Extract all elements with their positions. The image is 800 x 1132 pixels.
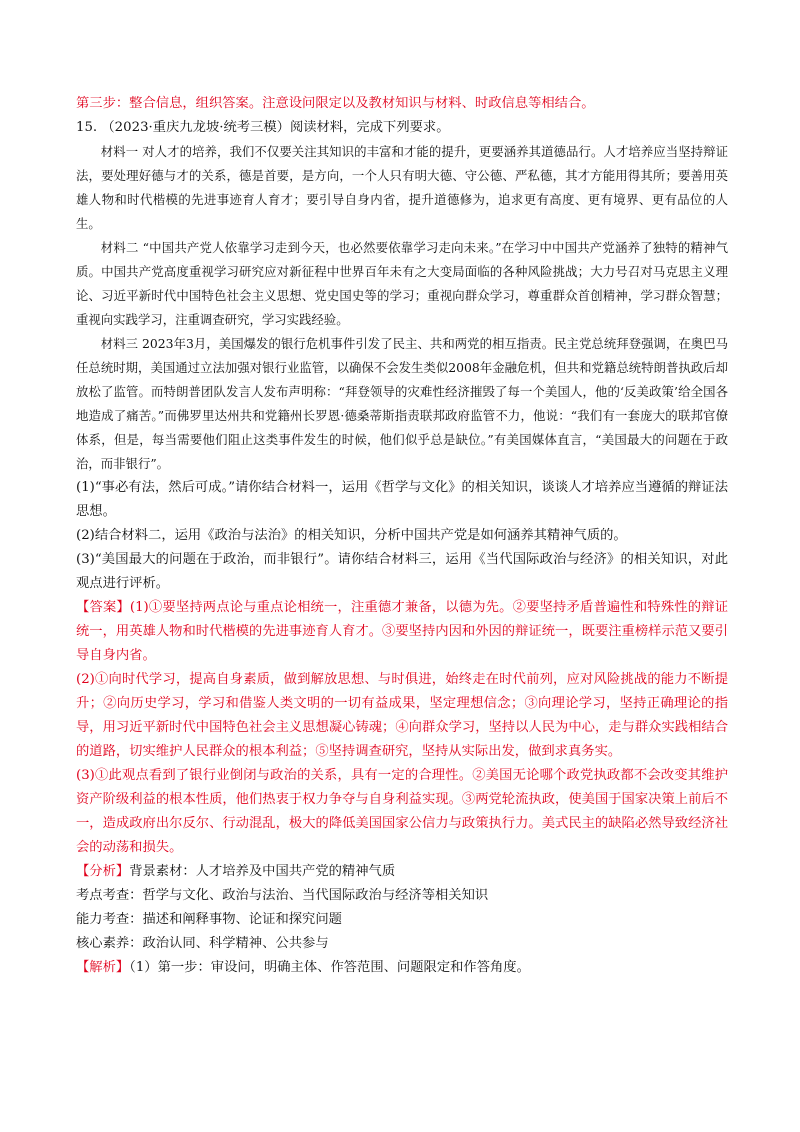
ability-label: 能力考查：: [76, 912, 143, 927]
analysis-label: 【分析】: [76, 864, 130, 879]
points-line: [76, 884, 728, 908]
ability-line: [76, 908, 728, 932]
explain-text: （1）第一步：审设问，明确主体、作答范围、问题限定和作答角度。: [129, 960, 530, 975]
question-1: (1)“事必有法，然后可成。”请你结合材料一，运用《哲学与文化》的相关知识，谈谈人才培养应当遵循的辩证法思想。: [76, 480, 728, 519]
answer-2: (2)①向时代学习，提高自身素质，做到解放思想、与时俱进，始终走在时代前列，应对风险挑战的能力不断提升；②向历史学习，学习和借鉴人类文明的一切有益成果，坚定理想信念；③向理论学习，坚持正确理论的指导，用习近平新时代中国特色社会主义思想凝心铸魂；④向群众学习，坚持以人民为中心，走与群众实践相结合的道路，切实维护人民群众的根本利益；⑤坚持调查研究，坚持从实际出发，做到求真务实。: [76, 672, 728, 759]
question-source: （2023·重庆九龙坡·统考三模）阅读材料，完成下列要求。: [101, 120, 450, 135]
literacy-label: 核心素养：: [76, 936, 143, 951]
analysis-line: [76, 860, 728, 884]
question-2: (2)结合材料二，运用《政治与法治》的相关知识，分析中国共产党是如何涵养其精神气质的。: [76, 528, 627, 543]
question-number: 15.: [76, 120, 98, 135]
material-2: 材料二 “中国共产党人依靠学习走到今天，也必然要依靠学习走向未来。”在学习中中国共产党涵养了独特的精神气质。中国共产党高度重视学习研究应对新征程中世界百年未有之大变局面临的各种风险挑战；大力号召对马克思主义理论、习近平新时代中国特色社会主义思想、党史国史等的学习；重视向群众学习，尊重群众首创精神，学习群众智慧；重视向实践学习，注重调查研究，学习实践经验。: [76, 240, 728, 327]
answer-1-text: (1)①要坚持两点论与重点论相统一，注重德才兼备，以德为先。②要坚持矛盾普遍性和特殊性的辩证统一，用英雄人物和时代楷模的先进事迹育人育才。③要坚持内因和外因的辩证统一，既要注重榜样示范又要引导自身内省。: [76, 600, 728, 663]
document-content: [76, 92, 728, 980]
answer-1: [76, 596, 728, 668]
points-text: 哲学与文化、政治与法治、当代国际政治与经济等相关知识: [142, 888, 489, 903]
analysis-material: 背景素材：人才培养及中国共产党的精神气质: [129, 864, 396, 879]
answer-label: 【答案】: [76, 600, 130, 615]
answer-3: (3)①此观点看到了银行业倒闭与政治的关系，具有一定的合理性。②美国无论哪个政党执政都不会改变其维护资产阶级利益的根本性质，他们热衷于权力争夺与自身利益实现。③两党轮流执政，使美国于国家决策上前后不一，造成政府出尔反尔、行动混乱，极大的降低美国国家公信力与政策执行力。美式民主的缺陷必然导致经济社会的动荡和损失。: [76, 768, 728, 855]
question-header: [76, 116, 728, 140]
literacy-text: 政治认同、科学精神、公共参与: [142, 936, 329, 951]
literacy-line: [76, 932, 728, 956]
explain-label: 【解析】: [76, 960, 130, 975]
material-3: 材料三 2023年3月，美国爆发的银行危机事件引发了民主、共和两党的相互指责。民主党总统拜登强调，在奥巴马任总统时期，美国通过立法加强对银行业监管，以确保不会发生类似2008年金融危机，但共和党籍总统特朗普执政后却放松了监管。而特朗普团队发言人发布声明称：“拜登领导的灾难性经济摧毁了每一个美国人，他的‘反美政策’给全国各地造成了痛苦。”而佛罗里达州共和党籍州长罗恩·德桑蒂斯指责联邦政府监管不力，他说：“我们有一套庞大的联邦官僚体系，但是，每当需要他们阻止这类事件发生的时候，他们似乎总是缺位。”有美国媒体直言，“美国最大的问题在于政治，而非银行”。: [76, 336, 728, 471]
points-label: 考点考查：: [76, 888, 143, 903]
step3-line: 第三步：整合信息，组织答案。注意设问限定以及教材知识与材料、时政信息等相结合。: [76, 96, 595, 111]
question-3: (3)“美国最大的问题在于政治，而非银行”。请你结合材料三，运用《当代国际政治与经济》的相关知识，对此观点进行评析。: [76, 552, 728, 591]
explain-line: [76, 956, 728, 980]
ability-text: 描述和阐释事物、论证和探究问题: [142, 912, 342, 927]
material-1: 材料一 对人才的培养，我们不仅要关注其知识的丰富和才能的提升，更要涵养其道德品行。人才培养应当坚持辩证法，要处理好德与才的关系，德是首要，是方向，一个人只有明大德、守公德、严私德，其才方能用得其所；要善用英雄人物和时代楷模的先进事迹育人育才；要引导自身内省，提升道德修为，追求更有高度、更有境界、更有品位的人生。: [76, 144, 728, 231]
